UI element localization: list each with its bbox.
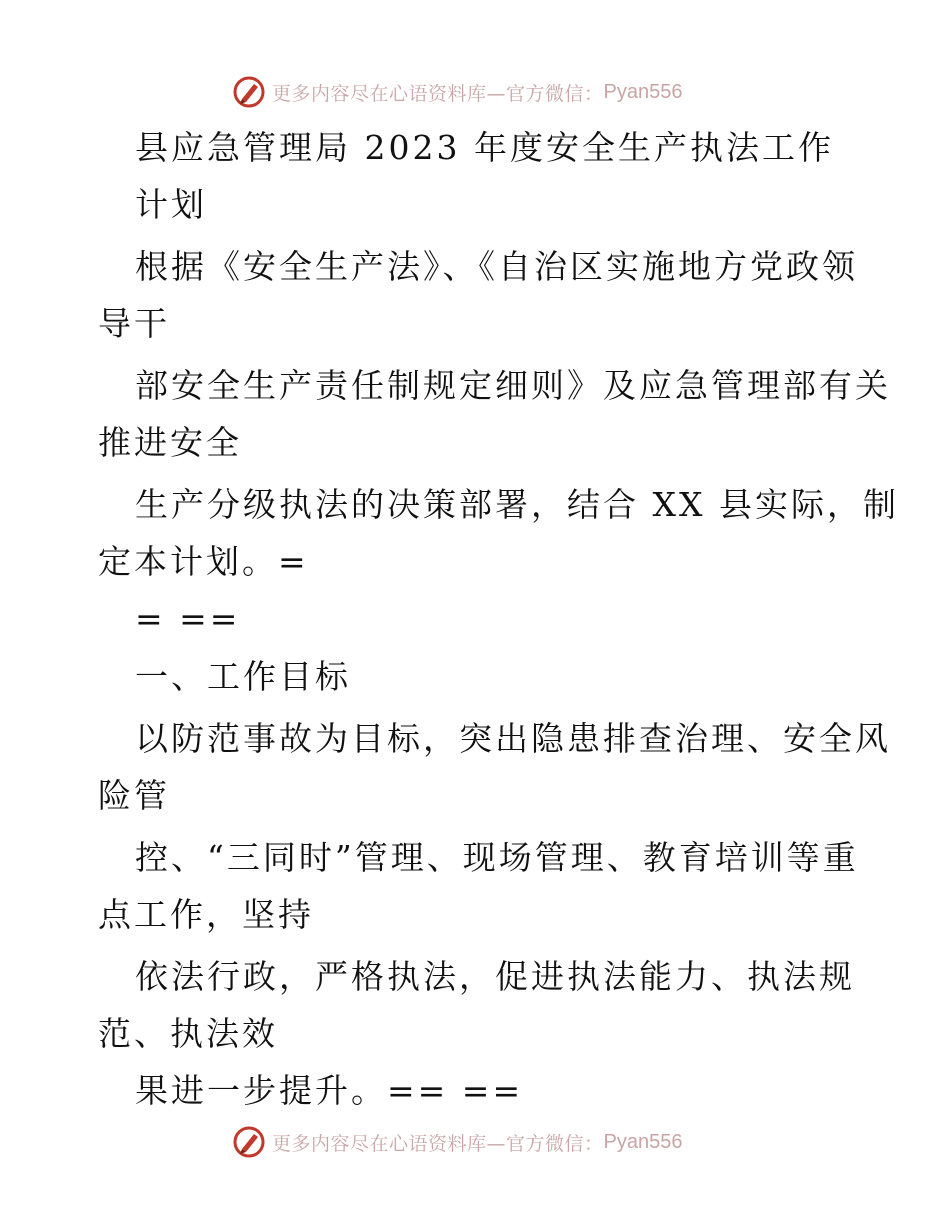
doc-title-line-1: 县应急管理局 2023 年度安全生产执法工作 [135,128,834,167]
footer-watermark [232,1122,682,1162]
paragraph-line: 推进安全 [98,423,242,462]
paragraph-line: = == [135,599,241,638]
watermark-account: Pyan556 [603,80,683,103]
paragraph-line: 导干 [98,304,170,343]
paragraph-line: 控、“三同时”管理、现场管理、教育培训等重 [135,838,859,877]
section-heading: 一、工作目标 [135,657,351,696]
paragraph-line: 定本计划。= [98,542,309,581]
doc-title-line-2: 计划 [135,185,207,224]
paragraph-line: 点工作，坚持 [98,895,314,934]
watermark-text: 更多内容尽在心语资料库—官方微信： [272,1132,604,1155]
paragraph-line: 部安全生产责任制规定细则》及应急管理部有关 [135,366,891,405]
watermark-account: Pyan556 [603,1130,683,1153]
paragraph-line: 根据《安全生产法》、《自治区实施地方党政领 [135,247,858,286]
paragraph-line: 依法行政，严格执法，促进执法能力、执法规 [135,957,855,996]
paragraph-line: 生产分级执法的决策部署，结合 XX 县实际，制 [135,485,899,524]
paragraph-line: 险管 [98,776,170,815]
paragraph-line: 果进一步提升。== == [135,1071,524,1110]
watermark-text: 更多内容尽在心语资料库—官方微信： [272,82,604,105]
paragraph-line: 范、执法效 [98,1014,278,1053]
header-watermark [232,72,682,112]
paragraph-line: 以防范事故为目标，突出隐患排查治理、安全风 [135,719,891,758]
pen-seal-icon [232,75,266,109]
pen-seal-icon [232,1125,266,1159]
